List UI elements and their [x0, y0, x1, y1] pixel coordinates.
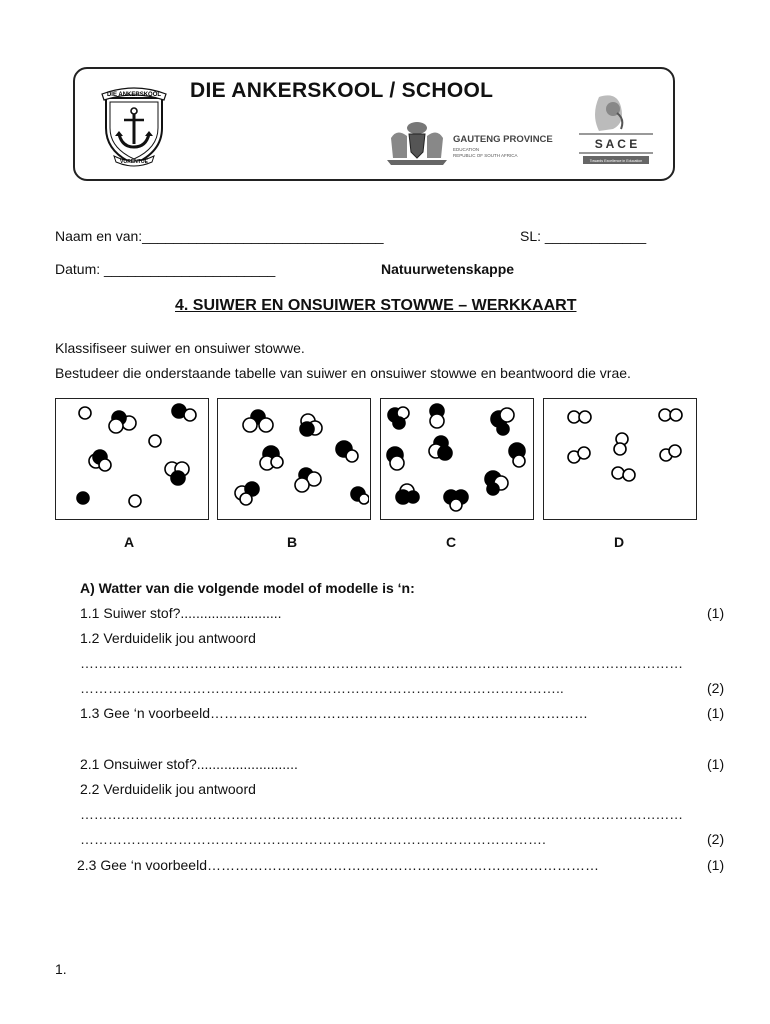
panel-label-d: D: [614, 534, 625, 550]
instruction-1: Klassifiseer suiwer en onsuiwer stowwe.: [55, 340, 305, 356]
answer-line-1-2a[interactable]: ……………………………………………………………………………………………………………………: [80, 655, 683, 671]
model-panel-b: [217, 398, 371, 520]
question-1-2: 1.2 Verduidelik jou antwoord: [80, 630, 256, 646]
gauteng-education-text: EDUCATION: [453, 147, 480, 152]
subject-label: Natuurwetenskappe: [381, 261, 515, 277]
instruction-2: Bestudeer die onderstaande tabelle van suiwer en onsuiwer stowwe en beantwoord die vrae.: [55, 365, 631, 381]
mark-2-1: (1): [707, 756, 725, 772]
svg-text:DIE ANKERSKOOL: DIE ANKERSKOOL: [106, 92, 162, 98]
gauteng-province-label: GAUTENG PROVINCE: [453, 134, 553, 145]
gauteng-republic-text: REPUBLIC OF SOUTH AFRICA: [453, 152, 518, 158]
panel-label-a: A: [124, 534, 135, 550]
mark-1-3: (1): [707, 705, 725, 721]
mark-2-3: (1): [707, 857, 725, 873]
model-panel-c: [380, 398, 534, 520]
section-a-heading: A) Watter van die volgende model of modelle is ‘n:: [80, 580, 415, 596]
class-field-label: SL: _____________: [520, 228, 647, 244]
worksheet-title: 4. SUIWER EN ONSUIWER STOWWE – WERKKAART: [175, 297, 577, 314]
model-panel-a: [55, 398, 209, 520]
sace-logo: [577, 93, 655, 169]
model-panel-d: [543, 398, 697, 520]
mark-2-2: (2): [707, 831, 725, 847]
gauteng-sub-label: [453, 147, 518, 158]
particle-diagram-a: [56, 399, 207, 518]
panel-label-c: C: [446, 534, 457, 550]
svg-text:VORENTOE: VORENTOE: [120, 159, 148, 165]
mark-1-1: (1): [707, 605, 725, 621]
date-field-label: Datum: ______________________: [55, 261, 276, 277]
name-field-label: Naam en van:_______________________________: [55, 228, 384, 244]
question-1-1: 1.1 Suiwer stof?..........................: [80, 605, 282, 621]
answer-line-2-2b[interactable]: ……………………………………………………………………………………….: [80, 831, 546, 847]
svg-text:Towards Excellence in Educatio: Towards Excellence in Education: [589, 159, 643, 163]
mark-1-2: (2): [707, 680, 725, 696]
panel-label-b: B: [287, 534, 298, 550]
answer-line-2-2a[interactable]: ……………………………………………………………………………………………………………………: [80, 806, 683, 822]
question-2-1: 2.1 Onsuiwer stof?..........................: [80, 756, 298, 772]
svg-text:S A C E: S A C E: [594, 137, 638, 151]
coat-of-arms-logo: [383, 118, 451, 166]
particle-diagram-c: [381, 399, 532, 518]
particle-diagram-d: [544, 399, 695, 518]
answer-line-1-2b[interactable]: …………………………………………………………………………………………..: [80, 680, 564, 696]
question-1-3: 1.3 Gee ‘n voorbeeld………………………………………………………………………: [80, 705, 588, 721]
anchor-crest-logo: [100, 84, 168, 168]
question-2-3: 2.3 Gee ‘n voorbeeld…………………………………………………………………………: [77, 857, 599, 873]
question-2-2: 2.2 Verduidelik jou antwoord: [80, 781, 256, 797]
school-name: DIE ANKERSKOOL / SCHOOL: [190, 79, 494, 102]
page-number: 1.: [55, 961, 67, 977]
particle-diagram-b: [218, 399, 369, 518]
